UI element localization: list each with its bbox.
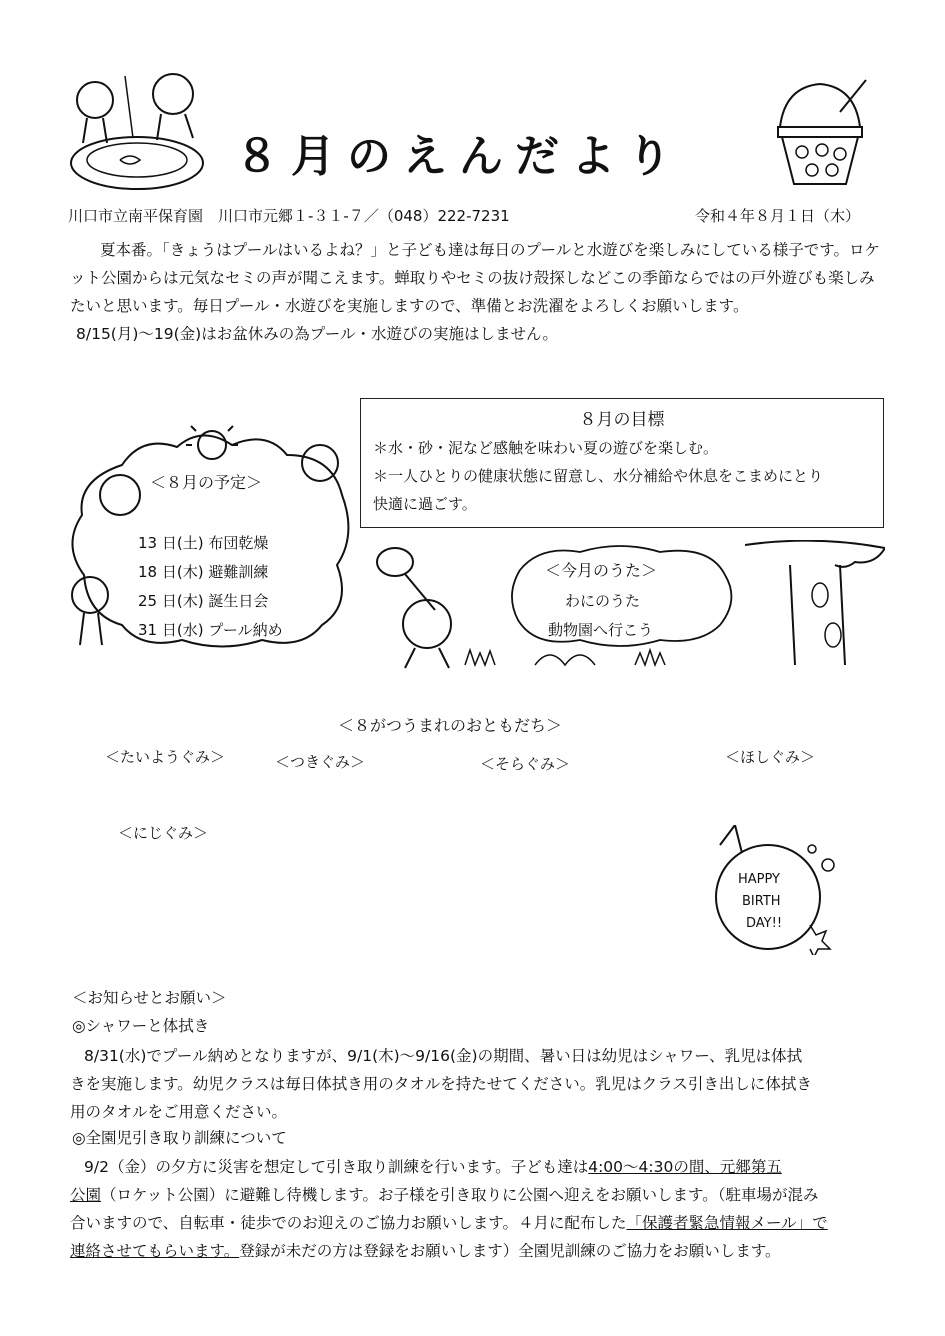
songs-title: ＜今月のうた＞ [545, 561, 658, 580]
schedule-item: 25 日(木) 誕生日会 [138, 592, 269, 610]
pickup-text: 合いますので、自転車・徒歩でのお迎えのご協力お願いします。４月に配布した [70, 1214, 627, 1232]
badge-text: HAPPY [738, 872, 781, 887]
song-item: 動物園へ行こう [548, 621, 654, 639]
goal-line: 快適に過ごす。 [373, 495, 477, 513]
schedule-item: 31 日(水) プール納め [138, 621, 283, 639]
shower-heading: ◎シャワーと体拭き [72, 1017, 210, 1035]
pickup-text: 登録が未だの方は登録をお願いします）全園児訓練のご協力をお願いします。 [239, 1242, 781, 1260]
pickup-time-highlight: 4:00～4:30の間、元郷第五 [588, 1158, 782, 1176]
group-label-niji: ＜にじぐみ＞ [118, 824, 209, 842]
goal-line: ＊一人ひとりの健康状態に留意し、水分補給や休息をこまめにとり [373, 467, 824, 485]
group-label-taiyou: ＜たいようぐみ＞ [105, 748, 226, 766]
pickup-contact-highlight: 連絡させてもらいます。 [70, 1242, 240, 1260]
intro-line: たいと思います。毎日プール・水遊びを実施しますので、準備とお洗濯をよろしくお願いします。 [70, 297, 749, 315]
shower-paragraph [70, 1042, 890, 1126]
shower-line: 8/31(水)でプール納めとなりますが、9/1(木)～9/16(金)の期間、暑い日は幼児はシャワー、乳児は体拭 [84, 1047, 803, 1065]
page-title: ８月のえんだより [235, 131, 683, 182]
goal-line: ＊水・砂・泥など感触を味わい夏の遊びを楽しむ。 [373, 439, 719, 457]
schedule-item: 18 日(木) 避難訓練 [138, 563, 269, 581]
monthly-goals-box [360, 398, 884, 528]
intro-line: ット公園からは元気なセミの声が聞こえます。蝉取りやセミの抜け殻探しなどこの季節ならではの戸外遊びも楽しみ [70, 269, 875, 287]
pickup-text: 9/2（金）の夕方に災害を想定して引き取り訓練を行います。子ども達は [84, 1158, 589, 1176]
group-label-sora: ＜そらぐみ＞ [480, 755, 571, 773]
birthday-ball-illustration [700, 825, 845, 955]
pickup-heading: ◎全園児引き取り訓練について [72, 1129, 287, 1147]
badge-text: BIRTH [742, 894, 781, 909]
group-label-tsuki: ＜つきぐみ＞ [275, 753, 366, 771]
pickup-mail-highlight: 「保護者緊急情報メール」で [626, 1214, 828, 1232]
tree-beetle-illustration [745, 540, 885, 670]
badge-text: DAY!! [746, 916, 783, 931]
intro-line: 8/15(月)～19(金)はお盆休みの為プール・水遊びの実施はしません。 [76, 325, 558, 343]
grass-decoration [455, 640, 755, 670]
org-address: 川口市立南平保育園 川口市元郷１-３１-７／（048）222-7231 [68, 207, 510, 225]
pickup-park-highlight: 公園 [70, 1186, 102, 1204]
group-label-hoshi: ＜ほしぐみ＞ [725, 748, 816, 766]
pickup-paragraph [70, 1153, 890, 1265]
shower-line: きを実施します。幼児クラスは毎日体拭き用のタオルを持たせてください。乳児はクラス引き出しに体拭き [70, 1075, 812, 1093]
intro-line: 夏本番。「きょうはプールはいるよね？」と子ども達は毎日のプールと水遊びを楽しみにしている様子です。ロケ [100, 241, 880, 259]
kids-fishing-illustration [65, 68, 210, 193]
notices-title: ＜お知らせとお願い＞ [72, 989, 227, 1007]
schedule-title: ＜８月の予定＞ [150, 473, 263, 492]
birthdays-title: ＜８がつうまれのおともだち＞ [338, 716, 563, 735]
intro-paragraph [70, 236, 890, 348]
shaved-ice-illustration [770, 72, 870, 192]
pickup-text: （ロケット公園）に避難し待機します。お子様を引き取りに公園へ迎えをお願いします。（駐車場が混み [101, 1186, 819, 1204]
song-item: わにのうた [565, 592, 641, 610]
schedule-item: 13 日(土) 布団乾燥 [138, 534, 269, 552]
shower-line: 用のタオルをご用意ください。 [70, 1103, 288, 1121]
issue-date: 令和４年８月１日（木） [695, 207, 861, 225]
goals-title: ８月の目標 [579, 410, 665, 430]
